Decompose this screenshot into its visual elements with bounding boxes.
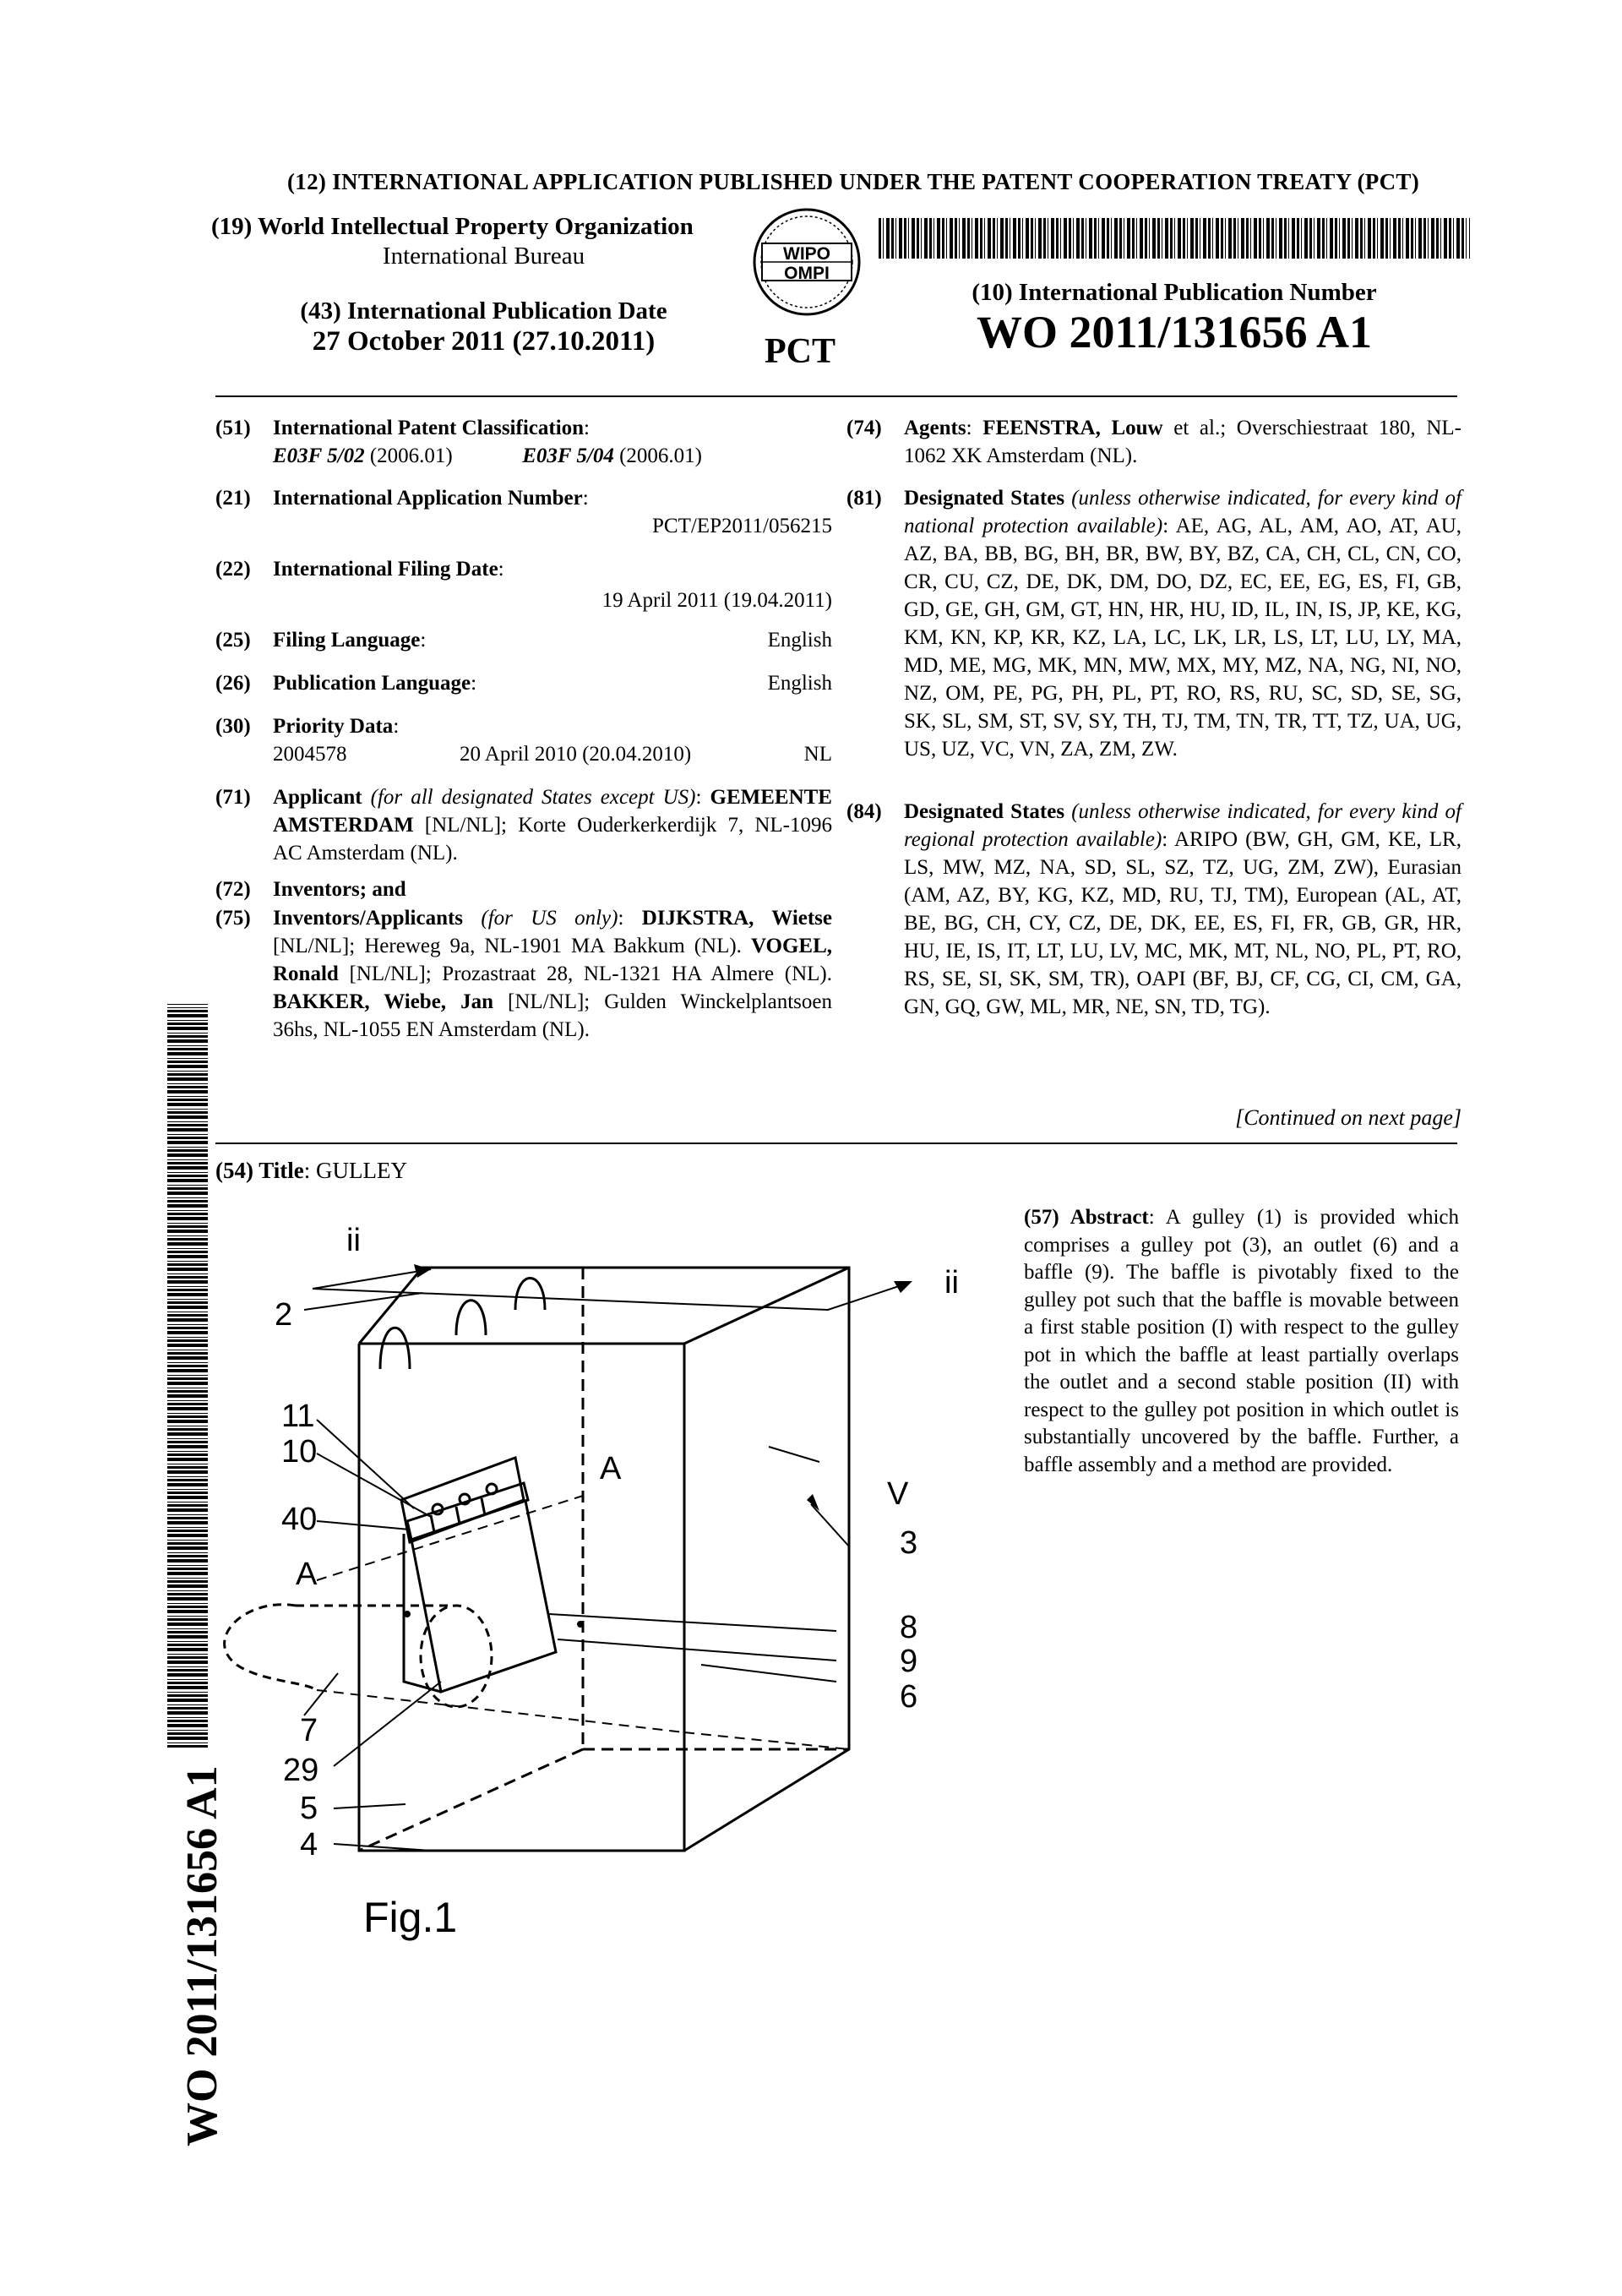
field-72 [215, 875, 832, 904]
figure-1-drawing [211, 1208, 1005, 1986]
ref-7-label: 7 [300, 1713, 318, 1748]
ref-2-label: 2 [275, 1297, 293, 1333]
ipc-class-2-year: (2006.01) [613, 444, 702, 467]
applicant-name: GEMEENTE AMSTERDAM [273, 786, 832, 837]
agent-address: et al.; Overschiestraat 180, NL-1062 XK Amsterdam (NL). [904, 417, 1461, 467]
axis-a-right-label: A [600, 1451, 622, 1486]
field-51-number: (51) [215, 417, 251, 439]
field-75-qualifier: (for US only) [481, 907, 618, 930]
field-25-label: Filing Language [273, 629, 421, 652]
field-71-qualifier: (for all designated States except US) [370, 786, 696, 809]
field-51: (51) International Patent Classification: E03F 5/02 (2006.01) E03F 5/04 (2006.01) [215, 414, 832, 473]
ref-11-label: 11 [281, 1399, 315, 1434]
field-84-qualifier: (unless otherwise indicated, for every kind of regional protection available) [904, 800, 1462, 851]
section-ii-right-label: ii [944, 1265, 959, 1301]
abstract: (57) Abstract: A gulley (1) is provided which comprises a gulley pot (3), an outlet (6) and a baffle (9). The baffle is pivotably fixed to the gulley pot such that the baffle is movable between a first stable position (I) with respect to the gulley pot in which the baffle at least partially overlaps the outlet and a second stable position (II) with respect to the gulley pot position in which outlet is substantially uncovered by the baffle. Further, a baffle assembly and a method are provided. [1024, 1206, 1460, 1476]
filing-language: English [767, 629, 832, 652]
field-84: (84) Designated States (unless otherwise indicated, for every kind of regional protection available): ARIPO (BW, GH, GM, KE, LR, LS, MW, MZ, NA, SD, SL, SZ, TZ, UG, ZM, ZW), Eurasian (AM, AZ, BY, KG, KZ, MD, RU, TJ, TM), European (AL, AT, BE, BG, CH, CY, CZ, DE, DK, EE, ES, FI, FR, GB, GR, HR, HU, IE, IS, IT, LT, LU, LV, MC, MK, MT, NL, NO, PL, PT, RO, RS, SE, SI, SK, SM, TR), OAPI (BF, BJ, CF, CG, CI, CM, GA, GN, GQ, GW, ML, MR, NE, SN, TD, TG). [846, 798, 1461, 1051]
pct-label: PCT [765, 332, 835, 371]
ref-8-label: 8 [900, 1610, 918, 1645]
inventor-2-name: VOGEL, Ronald [273, 935, 832, 985]
applicant-address: [NL/NL]; Korte Ouderkerkerdijk 7, NL-1096 AC Amsterdam (NL). [273, 814, 832, 864]
field-26-label: Publication Language [273, 672, 471, 695]
section-ii-left-label: ii [346, 1223, 361, 1258]
field-84-label: Designated States [904, 800, 1065, 823]
field-75-number: (75) [215, 907, 251, 930]
title-rule [215, 1143, 1457, 1144]
title-label: (54) Title [215, 1158, 304, 1183]
bureau-name: International Bureau [382, 243, 585, 270]
inventor-1-address: [NL/NL]; Hereweg 9a, NL-1901 MA Bakkum (NL). [273, 935, 751, 957]
ipc-class-1: E03F 5/02 [273, 444, 365, 467]
field-25: (25) Filing Language: English [215, 626, 832, 655]
ref-10-label: 10 [281, 1434, 318, 1470]
ref-29-label: 29 [283, 1753, 319, 1788]
publication-number-value: WO 2011/131656 A1 [976, 307, 1373, 357]
field-74-number: (74) [846, 417, 882, 439]
field-25-number: (25) [215, 629, 251, 652]
header-rule [215, 395, 1457, 397]
barcode-top [879, 218, 1470, 259]
field-30-label: Priority Data [273, 715, 394, 738]
field-71: (71) Applicant (for all designated States except US): GEMEENTE AMSTERDAM [NL/NL]; Korte Ouderkerkerdijk 7, NL-1096 AC Amsterdam (NL). [215, 783, 832, 872]
ref-v-label: V [887, 1476, 909, 1512]
field-21: (21) International Application Number: PCT/EP2011/056215 [215, 484, 832, 543]
inventor-3-name: BAKKER, Wiebe, Jan [273, 990, 493, 1013]
inventor-2-address: [NL/NL]; Prozastraat 28, NL-1321 HA Almere (NL). [338, 963, 832, 985]
abstract-label: (57) Abstract [1024, 1206, 1149, 1229]
field-72-label: Inventors; and [273, 878, 406, 901]
field-30: (30) Priority Data: 2004578 20 April 2010 (20.04.2010) NL [215, 712, 832, 772]
field-22-number: (22) [215, 558, 251, 581]
inventor-3-address: [NL/NL]; Gulden Winckelplantsoen 36hs, NL-1055 EN Amsterdam (NL). [273, 990, 832, 1041]
field-22: (22) International Filing Date: 19 April 2011 (19.04.2011) [215, 555, 832, 614]
filing-date: 19 April 2011 (19.04.2011) [601, 589, 832, 612]
ref-5-label: 5 [300, 1791, 318, 1826]
abstract-text: A gulley (1) is provided which comprises a gulley pot (3), an outlet (6) and a baffle (9). The baffle is pivotably fixed to the gulley pot such that the baffle is movable between a first stable position (I) with respect to the gulley pot in which the baffle at least partially overlaps the outlet and a second stable position (II) with respect to the gulley pot position in which outlet is substantially uncovered by the baffle. Further, a baffle assembly and a method are provided. [1024, 1206, 1460, 1476]
continued-note: [Continued on next page] [1235, 1105, 1461, 1130]
regional-designated-states: ARIPO (BW, GH, GM, KE, LR, LS, MW, MZ, NA, SD, SL, SZ, TZ, UG, ZM, ZW), Eurasian (AM, AZ, BY, KG, KZ, MD, RU, TJ, TM), European (AL, AT, BE, BG, CH, CY, CZ, DE, DK, EE, ES, FI, FR, GB, GR, HR, HU, IE, IS, IT, LT, LU, LV, MC, MK, MT, NL, NO, PL, PT, RO, RS, SE, SI, SK, SM, TR), OAPI (BF, BJ, CF, CG, CI, CM, GA, GN, GQ, GW, ML, MR, NE, SN, TD, TG). [904, 828, 1461, 1018]
field-81-number: (81) [846, 487, 882, 510]
axis-a-left-label: A [296, 1557, 318, 1592]
field-21-label: International Application Number [273, 487, 583, 510]
publication-date-label: (43) International Publication Date [300, 297, 667, 324]
ref-3-label: 3 [900, 1525, 918, 1561]
priority-country: NL [803, 743, 832, 766]
field-84-number: (84) [846, 800, 882, 823]
field-74: (74) Agents: FEENSTRA, Louw et al.; Overschiestraat 180, NL-1062 XK Amsterdam (NL). [846, 414, 1461, 473]
document-type-heading: (12) INTERNATIONAL APPLICATION PUBLISHED UNDER THE PATENT COOPERATION TREATY (PCT) [286, 169, 1420, 194]
priority-date: 20 April 2010 (20.04.2010) [459, 743, 692, 766]
field-81-label: Designated States [904, 487, 1065, 510]
publication-language: English [767, 672, 832, 695]
figure-caption: Fig.1 [363, 1894, 458, 1941]
logo-text-bottom: OMPI [784, 264, 830, 283]
field-72-number: (72) [215, 878, 251, 901]
field-81-qualifier: (unless otherwise indicated, for every kind of national protection available) [904, 487, 1462, 537]
field-51-label: International Patent Classification [273, 417, 585, 439]
field-75-label: Inventors/Applicants [273, 907, 464, 930]
publication-number-label: (10) International Publication Number [972, 279, 1377, 306]
ipc-class-2: E03F 5/04 [522, 444, 614, 467]
ref-4-label: 4 [300, 1827, 318, 1862]
inventor-1-name: DIJKSTRA, Wietse [641, 907, 833, 930]
logo-text-top: WIPO [783, 244, 830, 264]
application-number: PCT/EP2011/056215 [652, 515, 832, 537]
organization-name: (19) World Intellectual Property Organization [211, 213, 694, 240]
field-22-label: International Filing Date [273, 558, 498, 581]
field-26-number: (26) [215, 672, 251, 695]
ref-40-label: 40 [281, 1502, 318, 1537]
publication-date-value: 27 October 2011 (27.10.2011) [312, 326, 656, 357]
field-26: (26) Publication Language: English [215, 669, 832, 698]
invention-title: GULLEY [316, 1158, 407, 1183]
priority-application-number: 2004578 [273, 743, 347, 766]
ref-6-label: 6 [900, 1679, 918, 1715]
field-30-number: (30) [215, 715, 251, 738]
ipc-class-1-year: (2006.01) [364, 444, 453, 467]
field-75: (75) Inventors/Applicants (for US only): DIJKSTRA, Wietse [NL/NL]; Hereweg 9a, NL-1901 MA Bakkum (NL). VOGEL, Ronald [NL/NL]; Prozastraat 28, NL-1321 HA Almere (NL). BAKKER, Wiebe, Jan [NL/NL]; Gulden Winckelplantsoen 36hs, NL-1055 EN Amsterdam (NL). [215, 904, 832, 1048]
agent-name: FEENSTRA, Louw [982, 417, 1163, 439]
national-designated-states: AE, AG, AL, AM, AO, AT, AU, AZ, BA, BB, BG, BH, BR, BW, BY, BZ, CA, CH, CL, CN, CO, CR, CU, CZ, DE, DK, DM, DO, DZ, EC, EE, EG, ES, FI, GB, GD, GE, GH, GM, GT, HN, HR, HU, ID, IL, IN, IS, JP, KE, KG, KM, KN, KP, KR, KZ, LA, LC, LK, LR, LS, LT, LU, LY, MA, MD, ME, MG, MK, MN, MW, MX, MY, MZ, NA, NG, NI, NO, NZ, OM, PE, PG, PH, PL, PT, RO, RS, RU, SC, SD, SE, SG, SK, SL, SM, ST, SV, SY, TH, TJ, TM, TN, TR, TT, TZ, UA, UG, US, UZ, VC, VN, ZA, ZM, ZW. [904, 515, 1461, 761]
field-21-number: (21) [215, 487, 251, 510]
title-field: (54) Title: GULLEY [215, 1158, 407, 1183]
side-publication-number: WO 2011/131656 A1 [178, 1765, 226, 2146]
field-81: (81) Designated States (unless otherwise indicated, for every kind of national protection available): AE, AG, AL, AM, AO, AT, AU, AZ, BA, BB, BG, BH, BR, BW, BY, BZ, CA, CH, CL, CN, CO, CR, CU, CZ, DE, DK, DM, DO, DZ, EC, EE, EG, ES, FI, GB, GD, GE, GH, GM, GT, HN, HR, HU, ID, IL, IN, IS, JP, KE, KG, KM, KN, KP, KR, KZ, LA, LC, LK, LR, LS, LT, LU, LY, MA, MD, ME, MG, MK, MN, MW, MX, MY, MZ, NA, NG, NI, NO, NZ, OM, PE, PG, PH, PL, PT, RO, RS, RU, SC, SD, SE, SG, SK, SL, SM, ST, SV, SY, TH, TJ, TM, TN, TR, TT, TZ, UA, UG, US, UZ, VC, VN, ZA, ZM, ZW. [846, 484, 1461, 788]
field-71-number: (71) [215, 786, 251, 809]
barcode-side [167, 1004, 208, 1748]
field-74-label: Agents [904, 417, 966, 439]
ref-9-label: 9 [900, 1644, 918, 1679]
field-71-label: Applicant [273, 786, 362, 809]
